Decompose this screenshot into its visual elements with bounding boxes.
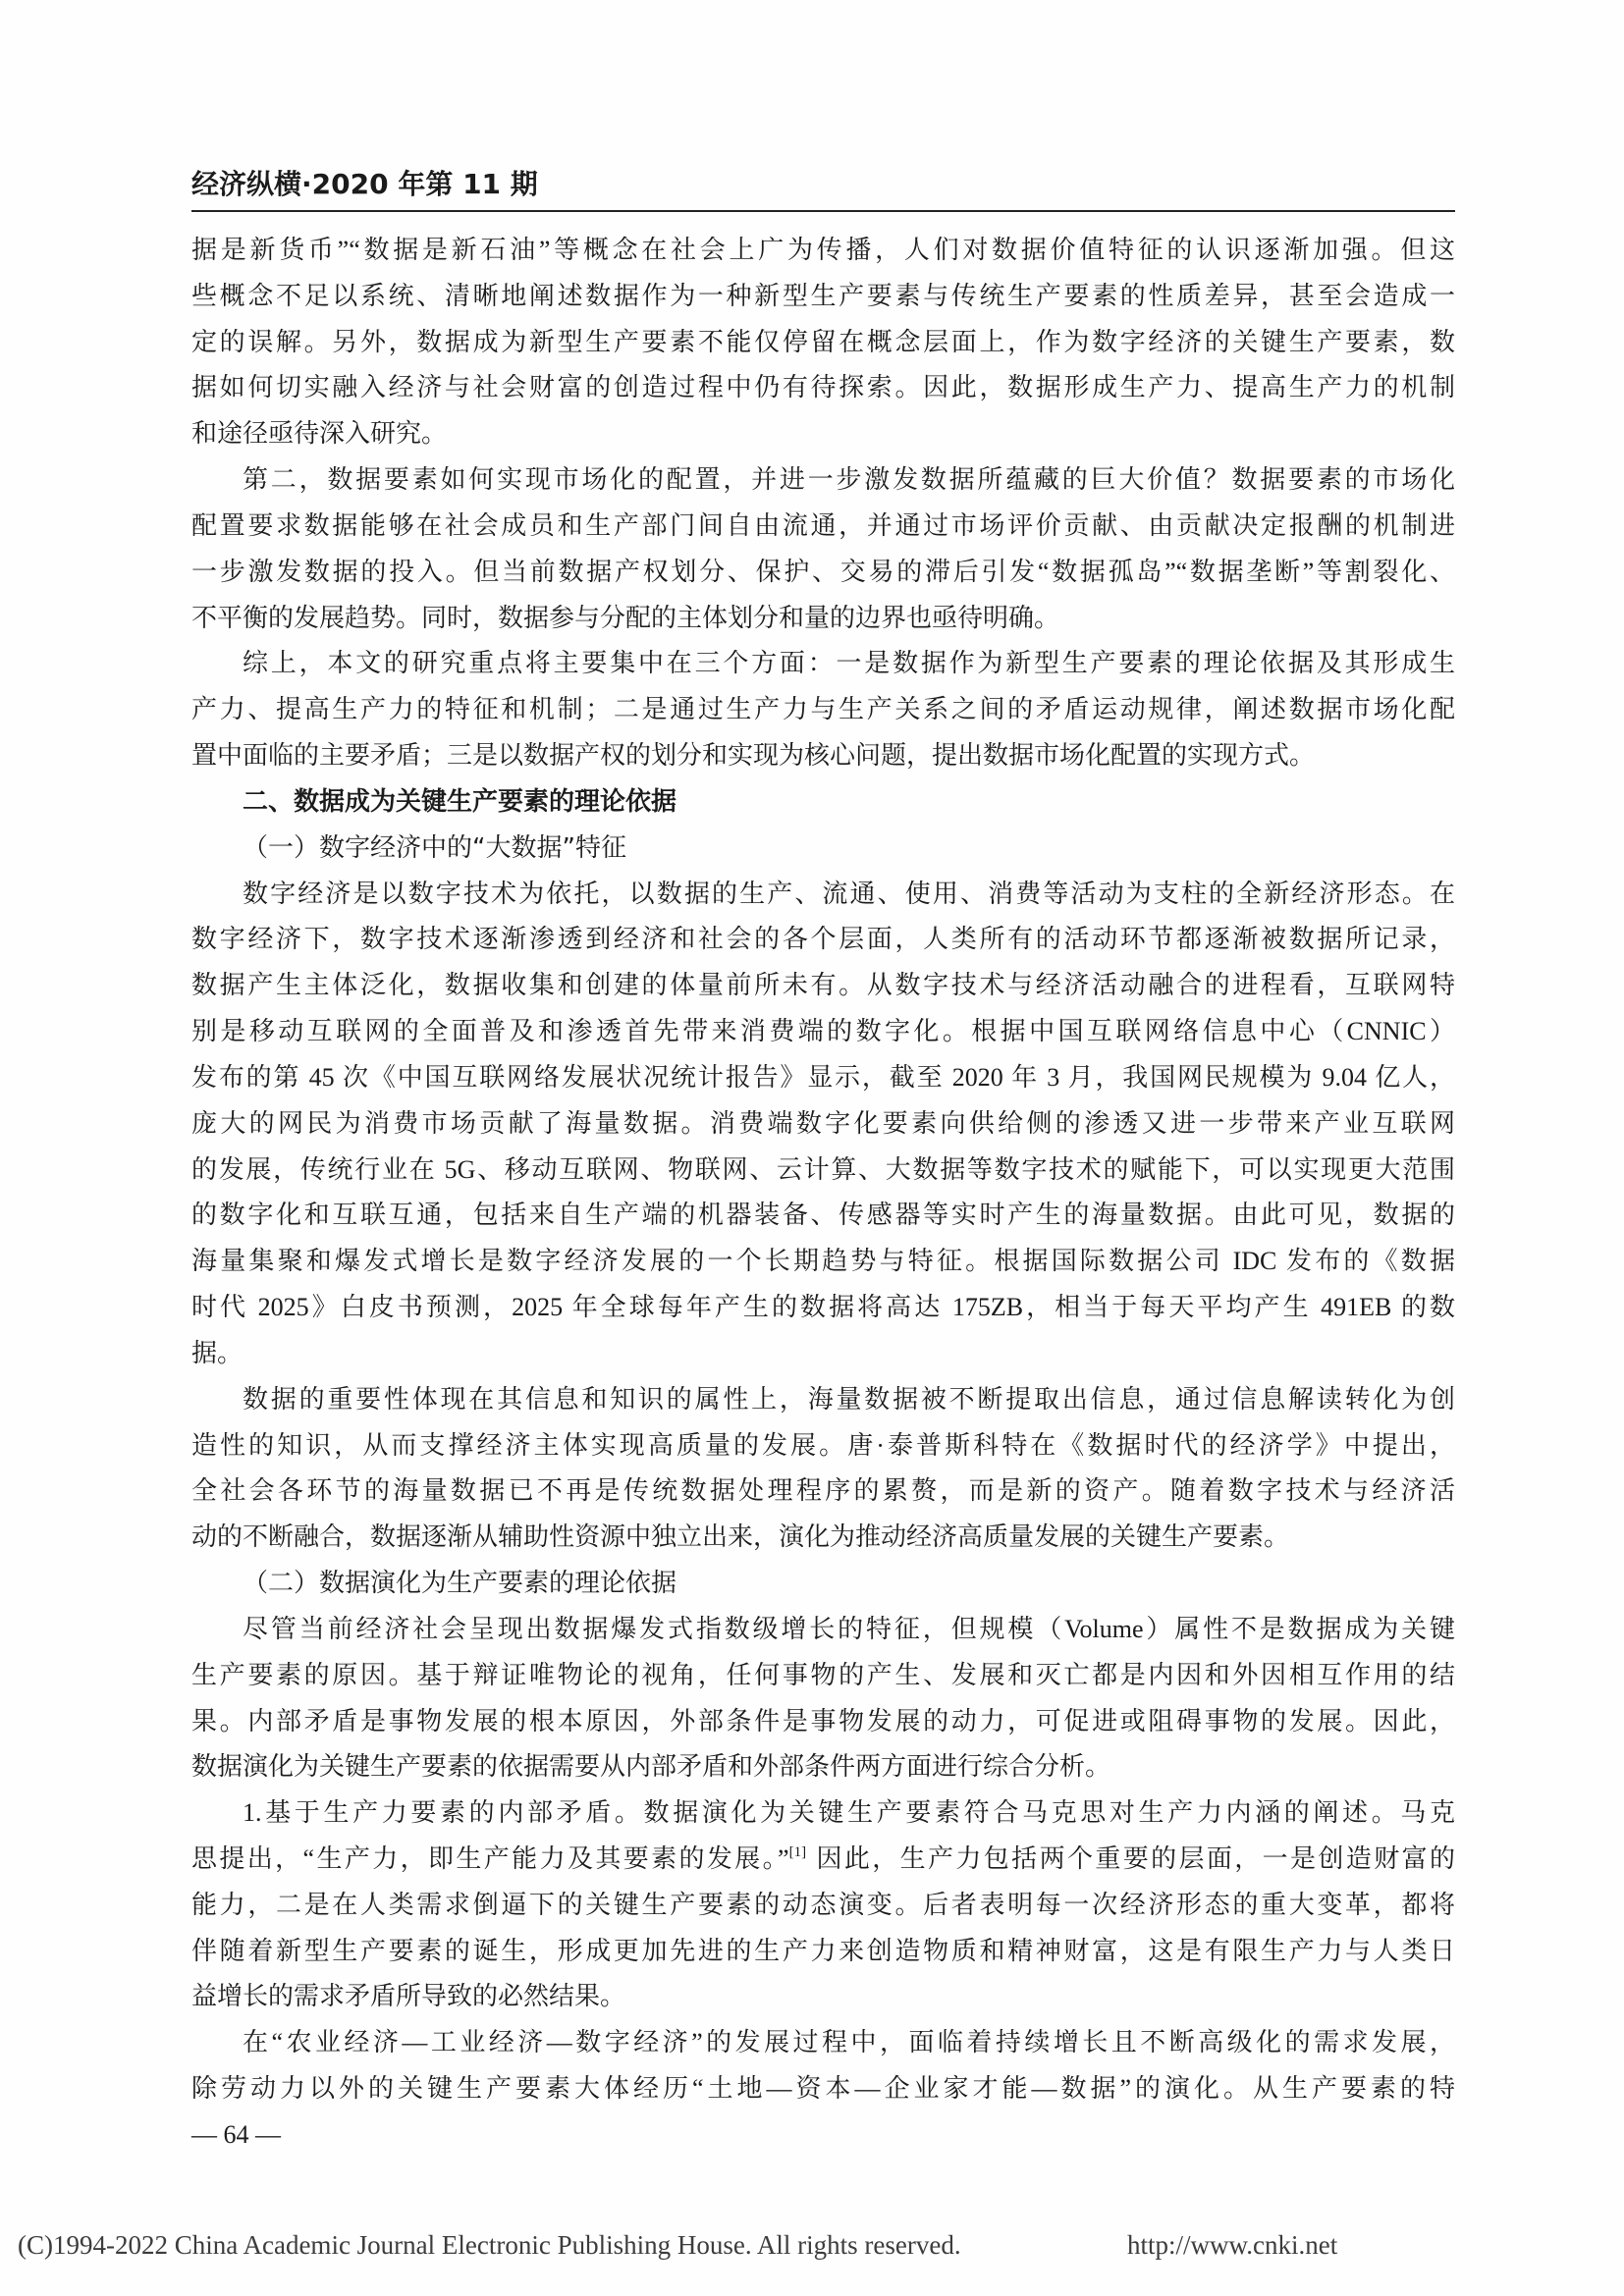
text-line: 果。内部矛盾是事物发展的根本原因，外部条件是事物发展的动力，可促进或阻碍事物的发展。因此，	[191, 1706, 1455, 1735]
text-line: 配置要求数据能够在社会成员和生产部门间自由流通，并通过市场评价贡献、由贡献决定报酬的机制进	[191, 510, 1455, 540]
footer-copyright: (C)1994-2022 China Academic Journal Electronic Publishing House. All rights reserved.	[18, 2230, 961, 2260]
text-line: 动的不断融合，数据逐渐从辅助性资源中独立出来，演化为推动经济高质量发展的关键生产要素。	[191, 1522, 1290, 1552]
article-body	[191, 228, 1455, 2112]
header-rule	[191, 210, 1455, 212]
text-line: 不平衡的发展趋势。同时，数据参与分配的主体划分和量的边界也亟待明确。	[191, 603, 1060, 632]
paragraph	[191, 1790, 1455, 2020]
footer-url: http://www.cnki.net	[1127, 2230, 1338, 2260]
text-line: 产力、提高生产力的特征和机制；二是通过生产力与生产关系之间的矛盾运动规律，阐述数据市场化配	[191, 695, 1455, 724]
text-line: 数据演化为关键生产要素的依据需要从内部矛盾和外部条件两方面进行综合分析。	[191, 1752, 1111, 1782]
text-line: 的数字化和互联互通，包括来自生产端的机器装备、传感器等实时产生的海量数据。由此可见，数据的	[191, 1201, 1455, 1230]
text-line: 数字经济下，数字技术逐渐渗透到经济和社会的各个层面，人类所有的活动环节都逐渐被数据所记录，	[191, 925, 1455, 954]
text-line: 据是新货币”“数据是新石油”等概念在社会上广为传播，人们对数据价值特征的认识逐渐加强。但这	[191, 236, 1455, 264]
text-line: 全社会各环节的海量数据已不再是传统数据处理程序的累赘，而是新的资产。随着数字技术与经济活	[191, 1476, 1455, 1506]
text-line: 据如何切实融入经济与社会财富的创造过程中仍有待探索。因此，数据形成生产力、提高生产力的机制	[191, 373, 1455, 402]
text-line: 能力，二是在人类需求倒逼下的关键生产要素的动态演变。后者表明每一次经济形态的重大变革，都将	[191, 1890, 1455, 1919]
text-line: 发布的第 45 次《中国互联网络发展状况统计报告》显示，截至 2020 年 3 月，我国网民规模为 9.04 亿人，	[191, 1062, 1455, 1092]
running-head: 经济纵横·2020 年第 11 期	[191, 168, 538, 200]
paragraph	[191, 872, 1455, 1377]
text-line: 尽管当前经济社会呈现出数据爆发式指数级增长的特征，但规模（Volume）属性不是数据成为关键	[243, 1614, 1455, 1643]
quote-text: 思提出，“生产力，即生产能力及其要素的发展。”	[191, 1843, 789, 1873]
subsection-heading: （一）数字经济中的“大数据”特征	[243, 832, 626, 863]
page-number: — 64 —	[191, 2120, 281, 2149]
paragraph	[191, 2020, 1455, 2112]
text-line: 时代 2025》白皮书预测，2025 年全球每年产生的数据将高达 175ZB，相当于每天平均产生 491EB 的数	[191, 1293, 1455, 1322]
section-heading: 二、数据成为关键生产要素的理论依据	[243, 786, 677, 817]
text-line: 益增长的需求矛盾所导致的必然结果。	[191, 1982, 626, 2011]
paragraph	[191, 641, 1455, 778]
text-line-with-citation	[191, 1837, 1455, 1883]
text-line: 数字经济是以数字技术为依托，以数据的生产、流通、使用、消费等活动为支柱的全新经济形态。在	[243, 879, 1455, 908]
paragraph	[191, 228, 1455, 457]
paragraph	[191, 1377, 1455, 1561]
text-line: 数据的重要性体现在其信息和知识的属性上，海量数据被不断提取出信息，通过信息解读转化为创	[243, 1384, 1455, 1414]
citation-mark: [1]	[788, 1843, 807, 1860]
text-line: 置中面临的主要矛盾；三是以数据产权的划分和实现为核心问题，提出数据市场化配置的实现方式。	[191, 741, 1316, 771]
text-line: 除劳动力以外的关键生产要素大体经历“土地—资本—企业家才能—数据”的演化。从生产要素的特	[191, 2074, 1455, 2104]
text-line: 据。	[191, 1338, 244, 1367]
text-line: 些概念不足以系统、清晰地阐述数据作为一种新型生产要素与传统生产要素的性质差异，甚至会造成一	[191, 281, 1455, 310]
text-line: 庞大的网民为消费市场贡献了海量数据。消费端数字化要素向供给侧的渗透又进一步带来产业互联网	[191, 1108, 1455, 1138]
text-line: 一步激发数据的投入。但当前数据产权划分、保护、交易的滞后引发“数据孤岛”“数据垄断”等割裂化、	[191, 557, 1455, 586]
text-line: 海量集聚和爆发式增长是数字经济发展的一个长期趋势与特征。根据国际数据公司 IDC 发布的《数据	[191, 1247, 1455, 1276]
text-line: 的发展，传统行业在 5G、移动互联网、物联网、云计算、大数据等数字技术的赋能下，可以实现更大范围	[191, 1154, 1455, 1184]
text-line: 第二，数据要素如何实现市场化的配置，并进一步激发数据所蕴藏的巨大价值？数据要素的市场化	[243, 465, 1455, 495]
text-line: 综上，本文的研究重点将主要集中在三个方面：一是数据作为新型生产要素的理论依据及其形成生	[243, 649, 1455, 678]
text-line: 定的误解。另外，数据成为新型生产要素不能仅停留在概念层面上，作为数字经济的关键生产要素，数	[191, 327, 1455, 356]
text-line: 伴随着新型生产要素的诞生，形成更加先进的生产力来创造物质和精神财富，这是有限生产力与人类日	[191, 1936, 1455, 1965]
text-line: 1.基于生产力要素的内部矛盾。数据演化为关键生产要素符合马克思对生产力内涵的阐述。马克	[243, 1798, 1455, 1828]
text-line: 和途径亟待深入研究。	[191, 419, 448, 449]
text-line: 在“农业经济—工业经济—数字经济”的发展过程中，面临着持续增长且不断高级化的需求发展，	[243, 2028, 1455, 2057]
paragraph	[191, 457, 1455, 641]
text-line: 造性的知识，从而支撑经济主体实现高质量的发展。唐·泰普斯科特在《数据时代的经济学》中提出，	[191, 1430, 1455, 1460]
text-line: 别是移动互联网的全面普及和渗透首先带来消费端的数字化。根据中国互联网络信息中心（CNNIC）	[191, 1017, 1455, 1046]
text-line: 生产要素的原因。基于辩证唯物论的视角，任何事物的产生、发展和灭亡都是内因和外因相互作用的结	[191, 1660, 1455, 1689]
continuation-text: 因此，生产力包括两个重要的层面，一是创造财富的	[814, 1843, 1455, 1873]
paragraph	[191, 1607, 1455, 1790]
text-line: 数据产生主体泛化，数据收集和创建的体量前所未有。从数字技术与经济活动融合的进程看，互联网特	[191, 971, 1455, 1000]
subsection-heading: （二）数据演化为生产要素的理论依据	[243, 1569, 677, 1599]
